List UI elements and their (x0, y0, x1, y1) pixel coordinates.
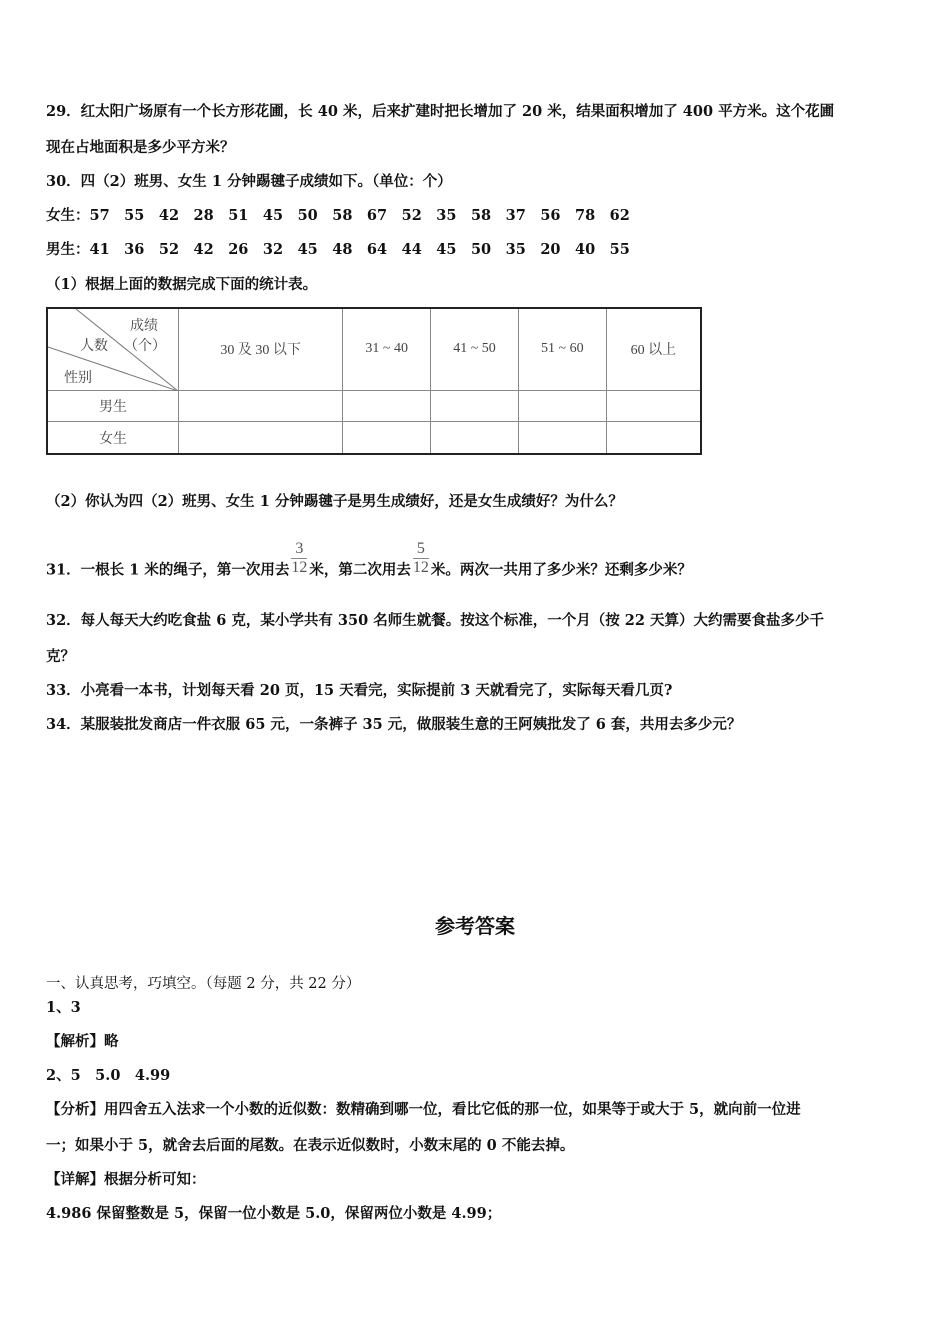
q31-text-c: 米。两次一共用了多少米？还剩多少米？ (430, 561, 692, 579)
empty-cell[interactable] (343, 422, 431, 454)
corner-unit-label: （个） (124, 339, 166, 354)
q30-part2: （2）你认为四（2）班男、女生 1 分钟踢毽子是男生成绩好，还是女生成绩好？为什么？ (46, 493, 623, 510)
q33: 33．小亮看一本书，计划每天看 20 页，15 天看完，实际提前 3 天就看完了，实际每天看几页? (46, 682, 673, 699)
numerator: 3 (291, 540, 307, 559)
empty-cell[interactable] (518, 422, 606, 454)
empty-cell[interactable] (518, 390, 606, 422)
q31-text-a: 31．一根长 1 米的绳子，第一次用去 (46, 561, 290, 579)
answer-2-detail: 【详解】根据分析可知： (46, 1171, 206, 1188)
q31 (46, 540, 692, 589)
header-cell: 51 ~ 60 (518, 308, 606, 390)
corner-count-label: 人数 (80, 339, 108, 354)
answer-2-analysis-2: 一；如果小于 5，就舍去后面的尾数。在表示近似数时，小数末尾的 0 不能去掉。 (46, 1137, 575, 1154)
row-label: 女生 (47, 422, 179, 454)
numerator: 5 (413, 540, 429, 559)
empty-cell[interactable] (431, 422, 519, 454)
answer-2: 2、5 5.0 4.99 (46, 1067, 171, 1084)
table-row (47, 390, 701, 422)
corner-score-label: 成绩 (130, 319, 158, 334)
corner-gender-label: 性别 (64, 371, 92, 386)
empty-cell[interactable] (179, 422, 343, 454)
stats-table (46, 307, 702, 455)
header-cell: 31 ~ 40 (343, 308, 431, 390)
fraction-5-12 (413, 540, 429, 577)
q29-line2: 现在占地面积是多少平方米？ (46, 139, 235, 156)
denominator: 12 (291, 559, 308, 576)
boys-scores: 男生：41 36 52 42 26 32 45 48 64 44 45 50 35 20 40 55 (46, 241, 630, 258)
q30: 30．四（2）班男、女生 1 分钟踢毽子成绩如下。（单位：个） (46, 173, 452, 190)
fraction-3-12 (291, 540, 307, 577)
answer-1: 1、3 (46, 999, 81, 1016)
header-cell: 60 以上 (606, 308, 701, 390)
answer-1-analysis: 【解析】略 (46, 1033, 119, 1050)
header-cell: 30 及 30 以下 (179, 308, 343, 390)
q31-text-b: 米，第二次用去 (309, 561, 411, 579)
empty-cell[interactable] (606, 390, 701, 422)
table-row (47, 422, 701, 454)
q32-line1: 32．每人每天大约吃食盐 6 克，某小学共有 350 名师生就餐。按这个标准，一个月（按 22 天算）大约需要食盐多少千 (46, 612, 824, 629)
q34: 34．某服装批发商店一件衣服 65 元，一条裤子 35 元，做服装生意的王阿姨批发了 6 套，共用去多少元？ (46, 716, 742, 733)
q30-part1: （1）根据上面的数据完成下面的统计表。 (46, 276, 318, 293)
answers-title: 参考答案 (435, 914, 515, 938)
q32-line2: 克？ (46, 648, 75, 665)
table-corner-header (47, 308, 179, 390)
q29-line1: 29．红太阳广场原有一个长方形花圃，长 40 米，后来扩建时把长增加了 20 米，结果面积增加了 400 平方米。这个花圃 (46, 103, 835, 120)
girls-scores: 女生：57 55 42 28 51 45 50 58 67 52 35 58 37 56 78 62 (46, 207, 630, 224)
row-label: 男生 (47, 390, 179, 422)
empty-cell[interactable] (179, 390, 343, 422)
empty-cell[interactable] (343, 390, 431, 422)
answer-2-detail-2: 4.986 保留整数是 5，保留一位小数是 5.0，保留两位小数是 4.99； (46, 1205, 502, 1222)
empty-cell[interactable] (431, 390, 519, 422)
answer-2-analysis-1: 【分析】用四舍五入法求一个小数的近似数：数精确到哪一位，看比它低的那一位，如果等于或大于 5，就向前一位进 (46, 1101, 801, 1118)
answers-section: 一、认真思考，巧填空。（每题 2 分，共 22 分） (46, 976, 361, 992)
denominator: 12 (412, 559, 429, 576)
empty-cell[interactable] (606, 422, 701, 454)
header-cell: 41 ~ 50 (431, 308, 519, 390)
